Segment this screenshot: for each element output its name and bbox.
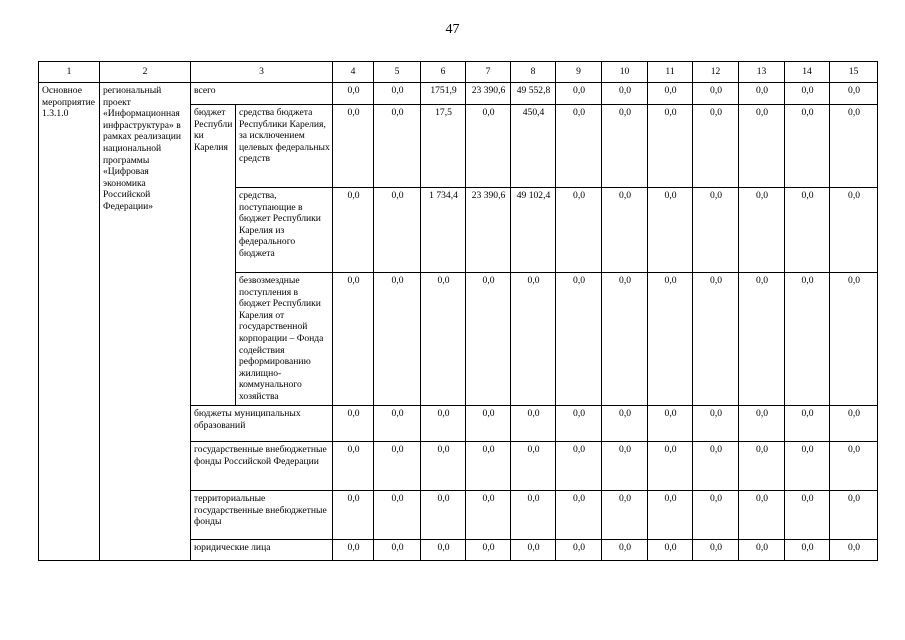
value-cell: 0,0 bbox=[739, 491, 785, 540]
value-cell: 0,0 bbox=[374, 406, 421, 442]
header-cell: 6 bbox=[421, 62, 466, 83]
value-cell: 0,0 bbox=[693, 83, 739, 105]
value-cell: 0,0 bbox=[693, 105, 739, 188]
value-cell: 0,0 bbox=[374, 273, 421, 406]
value-cell: 0,0 bbox=[556, 406, 602, 442]
value-cell: 0,0 bbox=[693, 491, 739, 540]
value-cell: 0,0 bbox=[830, 273, 878, 406]
value-cell: 0,0 bbox=[333, 491, 374, 540]
value-cell: 0,0 bbox=[739, 442, 785, 491]
value-cell: 0,0 bbox=[830, 188, 878, 273]
value-cell: 23 390,6 bbox=[466, 188, 511, 273]
value-cell: 17,5 bbox=[421, 105, 466, 188]
value-cell: 0,0 bbox=[830, 83, 878, 105]
value-cell: 0,0 bbox=[693, 442, 739, 491]
value-cell: 0,0 bbox=[785, 491, 830, 540]
value-cell: 0,0 bbox=[785, 540, 830, 561]
value-cell: 0,0 bbox=[602, 105, 648, 188]
value-cell: 0,0 bbox=[333, 188, 374, 273]
row-label: бюджеты муниципальных образований bbox=[191, 406, 333, 442]
value-cell: 0,0 bbox=[785, 83, 830, 105]
value-cell: 0,0 bbox=[739, 188, 785, 273]
value-cell: 0,0 bbox=[693, 188, 739, 273]
header-cell: 13 bbox=[739, 62, 785, 83]
value-cell: 0,0 bbox=[466, 442, 511, 491]
header-cell: 11 bbox=[648, 62, 693, 83]
value-cell: 0,0 bbox=[648, 273, 693, 406]
header-cell: 7 bbox=[466, 62, 511, 83]
value-cell: 0,0 bbox=[648, 83, 693, 105]
value-cell: 0,0 bbox=[693, 273, 739, 406]
value-cell: 0,0 bbox=[602, 540, 648, 561]
value-cell: 0,0 bbox=[739, 406, 785, 442]
value-cell: 0,0 bbox=[556, 83, 602, 105]
header-cell: 4 bbox=[333, 62, 374, 83]
value-cell: 0,0 bbox=[421, 442, 466, 491]
value-cell: 0,0 bbox=[693, 406, 739, 442]
value-cell: 0,0 bbox=[466, 491, 511, 540]
value-cell: 0,0 bbox=[785, 188, 830, 273]
header-cell: 9 bbox=[556, 62, 602, 83]
value-cell: 0,0 bbox=[648, 540, 693, 561]
value-cell: 0,0 bbox=[648, 491, 693, 540]
value-cell: 0,0 bbox=[374, 105, 421, 188]
value-cell: 49 552,8 bbox=[511, 83, 556, 105]
value-cell: 0,0 bbox=[830, 540, 878, 561]
value-cell: 0,0 bbox=[693, 540, 739, 561]
value-cell: 0,0 bbox=[785, 406, 830, 442]
row-label: юридические лица bbox=[191, 540, 333, 561]
header-cell: 10 bbox=[602, 62, 648, 83]
header-cell: 15 bbox=[830, 62, 878, 83]
value-cell: 0,0 bbox=[511, 442, 556, 491]
header-cell: 3 bbox=[191, 62, 333, 83]
value-cell: 0,0 bbox=[830, 105, 878, 188]
header-cell: 14 bbox=[785, 62, 830, 83]
row-label: всего bbox=[191, 83, 333, 105]
value-cell: 0,0 bbox=[785, 273, 830, 406]
value-cell: 0,0 bbox=[511, 491, 556, 540]
event-description-cell: региональный проект «Информационная инфраструктура» в рамках реализации национальной программы «Цифровая экономика Российской Федерации» bbox=[100, 83, 191, 561]
value-cell: 23 390,6 bbox=[466, 83, 511, 105]
value-cell: 0,0 bbox=[556, 188, 602, 273]
value-cell: 0,0 bbox=[648, 442, 693, 491]
value-cell: 0,0 bbox=[466, 406, 511, 442]
value-cell: 0,0 bbox=[511, 273, 556, 406]
value-cell: 0,0 bbox=[333, 540, 374, 561]
value-cell: 0,0 bbox=[333, 273, 374, 406]
value-cell: 0,0 bbox=[739, 83, 785, 105]
value-cell: 0,0 bbox=[602, 442, 648, 491]
row-label: государственные внебюджетные фонды Российской Федерации bbox=[191, 442, 333, 491]
value-cell: 0,0 bbox=[421, 273, 466, 406]
value-cell: 0,0 bbox=[333, 105, 374, 188]
row-label: средства бюджета Республики Карелия, за исключением целевых федеральных средств bbox=[236, 105, 333, 188]
budget-group-label: бюджет Республики Карелия bbox=[191, 105, 236, 406]
header-cell: 5 bbox=[374, 62, 421, 83]
value-cell: 450,4 bbox=[511, 105, 556, 188]
value-cell: 0,0 bbox=[830, 406, 878, 442]
value-cell: 0,0 bbox=[556, 491, 602, 540]
value-cell: 0,0 bbox=[333, 83, 374, 105]
row-label: средства, поступающие в бюджет Республики Карелия из федерального бюджета bbox=[236, 188, 333, 273]
value-cell: 0,0 bbox=[785, 442, 830, 491]
value-cell: 0,0 bbox=[556, 540, 602, 561]
value-cell: 0,0 bbox=[466, 273, 511, 406]
value-cell: 0,0 bbox=[739, 105, 785, 188]
value-cell: 0,0 bbox=[556, 105, 602, 188]
value-cell: 0,0 bbox=[602, 188, 648, 273]
value-cell: 0,0 bbox=[830, 442, 878, 491]
value-cell: 1751,9 bbox=[421, 83, 466, 105]
value-cell: 0,0 bbox=[511, 406, 556, 442]
value-cell: 0,0 bbox=[602, 83, 648, 105]
value-cell: 49 102,4 bbox=[511, 188, 556, 273]
value-cell: 0,0 bbox=[556, 442, 602, 491]
value-cell: 0,0 bbox=[785, 105, 830, 188]
value-cell: 0,0 bbox=[556, 273, 602, 406]
budget-table bbox=[38, 61, 878, 561]
value-cell: 0,0 bbox=[466, 540, 511, 561]
value-cell: 0,0 bbox=[421, 491, 466, 540]
value-cell: 0,0 bbox=[421, 406, 466, 442]
value-cell: 0,0 bbox=[333, 442, 374, 491]
value-cell: 0,0 bbox=[602, 491, 648, 540]
header-cell: 1 bbox=[39, 62, 100, 83]
table-row bbox=[39, 83, 878, 105]
value-cell: 0,0 bbox=[739, 273, 785, 406]
row-label: безвозмездные поступления в бюджет Республики Карелия от государственной корпорации – Фонда содействия реформированию жилищно-коммунального хозяйства bbox=[236, 273, 333, 406]
value-cell: 0,0 bbox=[602, 406, 648, 442]
value-cell: 0,0 bbox=[739, 540, 785, 561]
value-cell: 0,0 bbox=[374, 442, 421, 491]
value-cell: 0,0 bbox=[648, 406, 693, 442]
header-cell: 8 bbox=[511, 62, 556, 83]
value-cell: 0,0 bbox=[333, 406, 374, 442]
value-cell: 0,0 bbox=[374, 188, 421, 273]
value-cell: 0,0 bbox=[648, 105, 693, 188]
value-cell: 0,0 bbox=[374, 540, 421, 561]
value-cell: 0,0 bbox=[466, 105, 511, 188]
header-cell: 2 bbox=[100, 62, 191, 83]
value-cell: 0,0 bbox=[830, 491, 878, 540]
header-cell: 12 bbox=[693, 62, 739, 83]
value-cell: 0,0 bbox=[602, 273, 648, 406]
value-cell: 0,0 bbox=[648, 188, 693, 273]
value-cell: 0,0 bbox=[374, 83, 421, 105]
header-row bbox=[39, 62, 878, 83]
value-cell: 0,0 bbox=[421, 540, 466, 561]
row-label: территориальные государственные внебюджетные фонды bbox=[191, 491, 333, 540]
value-cell: 0,0 bbox=[511, 540, 556, 561]
value-cell: 0,0 bbox=[374, 491, 421, 540]
event-name-cell: Основное мероприятие 1.3.1.0 bbox=[39, 83, 100, 561]
value-cell: 1 734,4 bbox=[421, 188, 466, 273]
page-number: 47 bbox=[445, 22, 460, 37]
